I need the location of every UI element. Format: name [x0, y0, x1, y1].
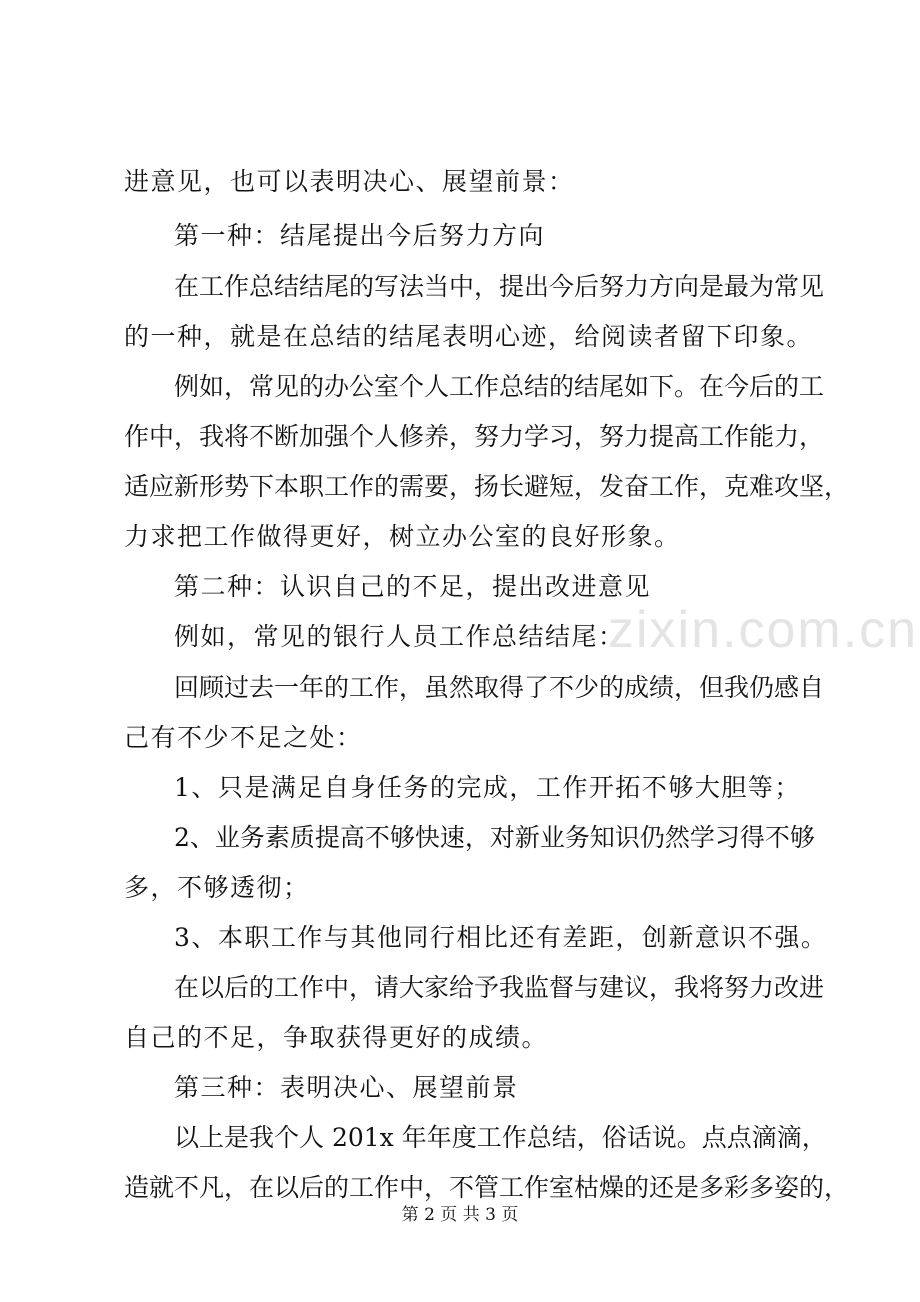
section-heading-3: 第三种：表明决心、展望前景 — [174, 1073, 519, 1102]
text-line: 己有不少不足之处： — [124, 723, 363, 752]
list-item: 2、业务素质提高不够快速，对新业务知识仍然学习得不够 — [174, 823, 815, 852]
page-footer: 第 2 页 共 3 页 — [401, 1205, 519, 1225]
text-line: 自己的不足，争取获得更好的成绩。 — [124, 1023, 549, 1052]
text-line: 在以后的工作中，请大家给予我监督与建议，我将努力改进 — [174, 973, 825, 1002]
text-line: 造就不凡，在以后的工作中，不管工作室枯燥的还是多彩多姿的， — [124, 1173, 850, 1202]
watermark: zixin.com.cn — [608, 601, 919, 659]
text-line: 作中，我将不断加强个人修养，努力学习，努力提高工作能力， — [124, 422, 825, 451]
text-line: 例如，常见的银行人员工作总结结尾： — [174, 622, 625, 651]
text-line: 回顾过去一年的工作，虽然取得了不少的成绩，但我仍感自 — [174, 673, 825, 702]
section-heading-2: 第二种：认识自己的不足，提出改进意见 — [174, 572, 652, 601]
text-line: 适应新形势下本职工作的需要，扬长避短，发奋工作，克难攻坚， — [124, 472, 850, 501]
section-heading-1: 第一种：结尾提出今后努力方向 — [174, 221, 546, 250]
text-line: 以上是我个人 201x 年年度工作总结，俗话说。点点滴滴， — [174, 1123, 827, 1152]
text-line: 进意见，也可以表明决心、展望前景： — [124, 167, 575, 196]
text-line: 在工作总结结尾的写法当中，提出今后努力方向是最为常见 — [174, 272, 825, 301]
text-line: 力求把工作做得更好，树立办公室的良好形象。 — [124, 522, 681, 551]
text-line: 例如，常见的办公室个人工作总结的结尾如下。在今后的工 — [174, 372, 825, 401]
list-item: 3、本职工作与其他同行相比还有差距，创新意识不强。 — [174, 923, 828, 952]
text-line: 多，不够透彻； — [124, 873, 310, 902]
list-item: 1、只是满足自身任务的完成，工作开拓不够大胆等； — [174, 773, 801, 802]
text-line: 的一种，就是在总结的结尾表明心迹，给阅读者留下印象。 — [124, 322, 814, 351]
